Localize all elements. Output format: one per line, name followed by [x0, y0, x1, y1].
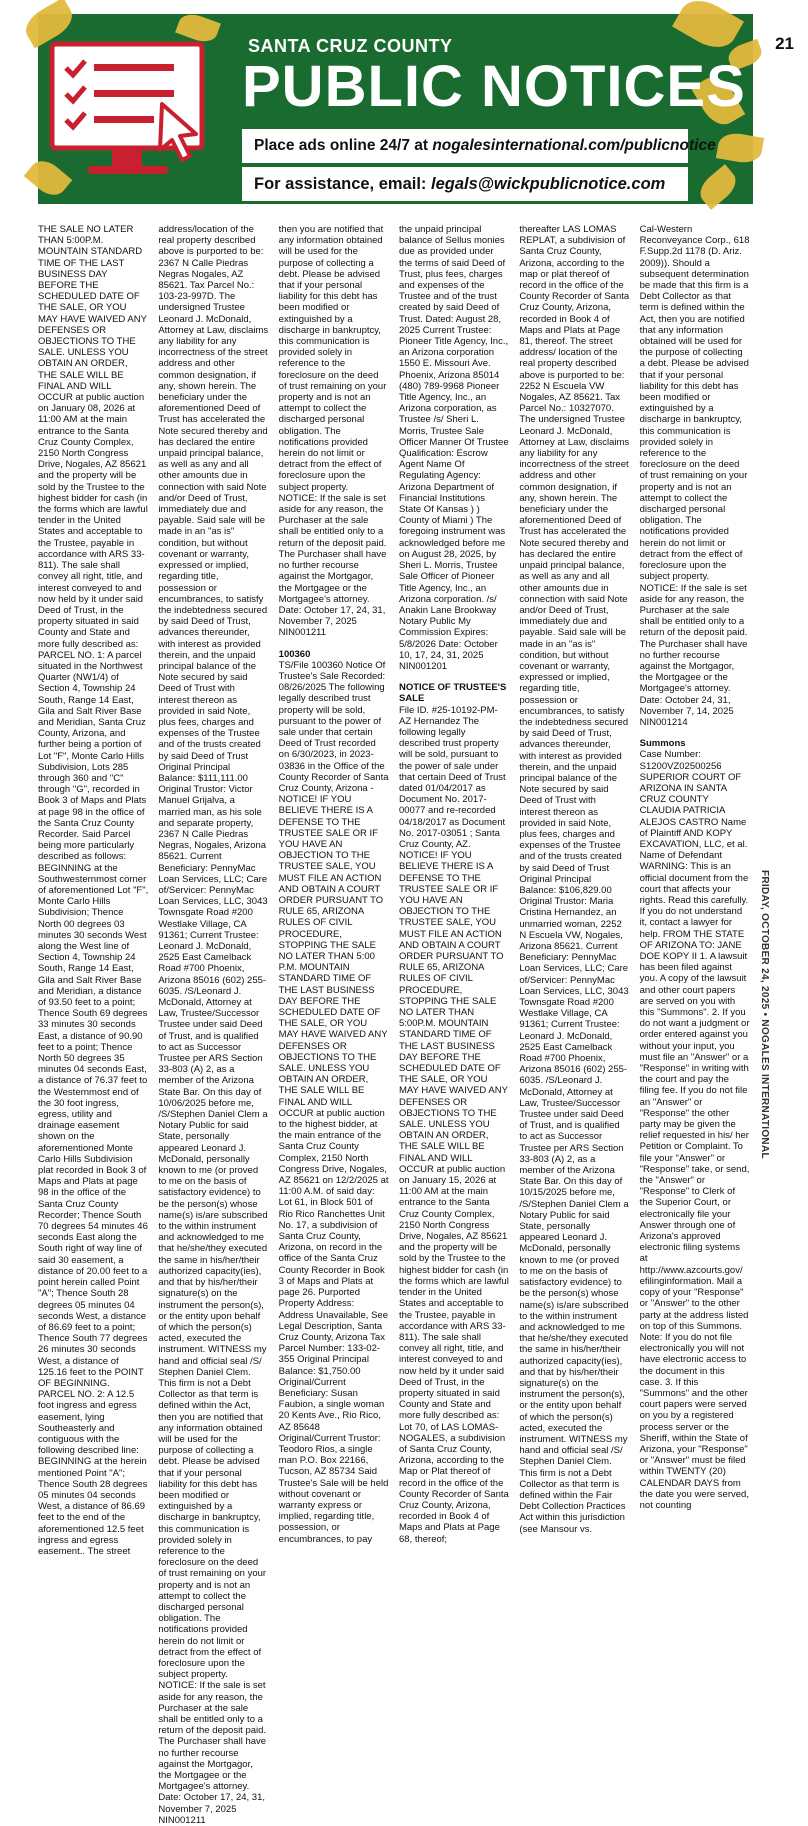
assist-bar	[242, 167, 688, 201]
notice-text: Case Number: S1200VZ02500256 SUPERIOR COURT OF ARIZONA IN SANTA CRUZ COUNTY CLAUDIA PATRICIA ALEJOS CASTRO Name of Plaintiff AND KOPY EXCAVATION, LLC, et al. Name of Defendant WARNING: This is an official document from the court that affects your rights. Read this carefully. If you do not understand it, contact a lawyer for help. FROM THE STATE OF ARIZONA TO: JANE DOE KOPY II 1. A lawsuit has been filed against you. A copy of the lawsuit and other court papers are served on you with this "Summons". 2. If you do not want a judgment or order entered against you without your input, you must file an "Answer" or a "Response" in writing with the court and pay the filing fee. If you do not file an "Answer" or "Response" the other party may be given the relief requested in his/ her Petition or Complaint. To file your "Answer" or "Response" take, or send, the "Answer" or "Response" to Clerk of the Superior Court, or electronically file your Answer through one of Arizona's approved electronic filing systems at http://www.azcourts.gov/ efilinginformation. Mail a copy of your "Response" or "Answer" to the other party at the address listed on top of this Summons. Note: If you do not file electronically you will not have electronic access to the document in this case. 3. If this "Summons" and the other court papers were served on you by a registered process server or the Sheriff, within the State of Arizona, your "Response" or "Answer" must be filed within TWENTY (20) CALENDAR DAYS from the date you were served, not counting	[639, 749, 750, 1511]
notice-column-6	[639, 224, 750, 1511]
notice-column-4	[398, 224, 509, 1545]
notice-text: address/location of the real property described above is purported to be: 2367 N Calle Piedras Negras Nogales, AZ 85621. Tax Parcel No.: 103-23-997D. The undersigned Trustee Leonard J. McDonald, Attorney at Law, disclaims any liability for any incorrectness of the street address and other common designation, if any, shown herein. The beneficiary under the aforementioned Deed of Trust has accelerated the Note secured thereby and has declared the entire unpaid principal balance, as well as any and all other amounts due in connection with said Note and/or Deed of Trust, immediately due and payable. Said sale will be made in an "as is" condition, but without covenant or warranty, expressed or implied, regarding title, possession or encumbrances, to satisfy the indebtedness secured by said Deed of Trust, advances thereunder, with interest as provided therein, and the unpaid principal balance of the Note secured by said Deed of Trust with interest thereon as provided in said Note, plus fees, charges and expenses of the Trustee and of the trusts created by said Deed of Trust Original Principal Balance: $111,111.00 Original Trustor: Victor Manuel Grijalva, a married man, as his sole and separate property, 2367 N Calle Piedras Negras, Nogales, Arizona 85621. Current Beneficiary: PennyMac Loan Services, LLC; Care of/Servicer: PennyMac Loan Services, LLC, 3043 Townsgate Road #200 Westlake Village, CA 91361; Current Trustee: Leonard J. McDonald, 2525 East Camelback Road #700 Phoenix, Arizona 85016 (602) 255-6035. /S/Leonard J. McDonald, Attorney at Law, Trustee/Successor Trustee under said Deed of Trust, and is qualified to act as Successor Trustee per ARS Section 33-803 (A) 2, as a member of the Arizona State Bar. On this day of 10/06/2025 before me, /S/Stephen Daniel Clem a Notary Public for said State, personally appeared Leonard J. McDonald, personally known to me (or proved to me on the basis of satisfactory evidence) to be the person(s) whose name(s) is/are subscribed to the within instrument and acknowledged to me that he/she/they executed the same in his/her/their authorized capacity(ies), and that by his/her/their signature(s) on the instrument the person(s), or the entity upon behalf of which the person(s) acted, executed the instrument. WITNESS my hand and official seal /S/ Stephen Daniel Clem. This firm is not a Debt Collector as that term is defined within the Act, then you are notified that any information obtained will be used for the purpose of collecting a debt. Please be advised that if your personal liability for this debt has been modified or extinguished by a discharge in bankruptcy, this communication is provided solely in reference to the foreclosure on the deed of trust remaining on your property and is not an attempt to collect the discharged personal obligation. The notifications provided herein do not limit or detract from the effect of foreclosure upon the subject property. NOTICE: If the sale is set aside for any reason, the Purchaser at the sale shall be entitled only to a return of the deposit paid. The Purchaser shall have no further recourse against the Mortgagor, the Mortgagee or the Mortgagee's attorney. Date: October 17, 24, 31, November 7, 2025 NIN001211	[158, 224, 269, 1826]
assist-prefix: For assistance, email:	[254, 175, 431, 193]
notice-column-3	[278, 224, 389, 1545]
ads-url-link[interactable]: nogalesinternational.com/publicnotice	[432, 137, 716, 154]
notice-text: File ID. #25-10192-PM-AZ Hernandez The following legally described trust property will be sold, pursuant to the power of sale under that certain Deed of Trust dated 01/04/2017 as Document No. 2017-00077 and re-recorded 04/18/2017 as Document No. 2017-03051 ; Santa Cruz County, AZ. NOTICE! IF YOU BELIEVE THERE IS A DEFENSE TO THE TRUSTEE SALE OR IF YOU HAVE AN OBJECTION TO THE TRUSTEE SALE, YOU MUST FILE AN ACTION AND OBTAIN A COURT ORDER PURSUANT TO RULE 65, ARIZONA RULES OF CIVIL PROCEDURE, STOPPING THE SALE NO LATER THAN 5:00P.M. MOUNTAIN STANDARD TIME OF THE LAST BUSINESS DAY BEFORE THE SCHEDULED DATE OF THE SALE, OR YOU MAY HAVE WAIVED ANY DEFENSES OR OBJECTIONS TO THE SALE. UNLESS YOU OBTAIN AN ORDER, THE SALE WILL BE FINAL AND WILL OCCUR at public auction on January 15, 2026 at 11:00 AM at the main entrance to the Santa Cruz County Complex, 2150 North Congress Drive, Nogales, AZ 85621 and the property will be sold by the Trustee to the highest bidder for cash (in the forms which are lawful tender in the United States and acceptable to the Trustee, payable in accordance with ARS 33-811). The sale shall convey all right, title, and interest conveyed to and now held by it under said Deed of Trust, in the property situated in said County and State and more fully described as: Lot 70, of LAS LOMAS-NOGALES, a subdivision of Santa Cruz County, Arizona, according to the Map or Plat thereof of record in the office of the County Recorder of Santa Cruz County, Arizona, recorded in Book 4 of Maps and Plats at Page 68, thereof;	[398, 704, 509, 1545]
notice-text: then you are notified that any information obtained will be used for the purpose of collecting a debt. Please be advised that if your personal liability for this debt has been modified or extinguished by a discharge in bankruptcy, this communication is provided solely in reference to the foreclosure on the deed of trust remaining on your property and is not an attempt to collect the discharged personal obligation. The notifications provided herein do not limit or detract from the effect of foreclosure upon the subject property. NOTICE: If the sale is set aside for any reason, the Purchaser at the sale shall be entitled only to a return of the deposit paid. The Purchaser shall have no further recourse against the Mortgagor, the Mortgagee or the Mortgagee's attorney. Date: October 17, 24, 31, November 7, 2025 NIN001211	[278, 224, 387, 639]
monitor-checklist-icon	[44, 38, 214, 198]
notice-text: the unpaid principal balance of Sellus monies due as provided under the terms of said Deed of Trust, plus fees, charges and expenses of the Trustee and of the trust created by said Deed of Trust. Dated: August 28, 2025 Current Trustee: Pioneer Title Agency, Inc., an Arizona corporation 1550 E. Missouri Ave. Phoenix, Arizona 85014 (480) 789-9968 Pioneer Title Agency, Inc., an Arizona corporation, as Trustee /s/ Sheri L. Morris, Trustee Sale Officer Manner Of Trustee Qualification: Escrow Agent Name Of Regulating Agency: Arizona Department of Financial Institutions State Of Kansas ) ) County of Miami ) The foregoing instrument was acknowledged before me on August 28, 2025, by Sheri L. Morris, Trustee Sale Officer of Pioneer Title Agency, Inc., an Arizona corporation. /s/ Anakin Lane Brookway Notary Public My Commission Expires: 5/8/2026 Date: October 10, 17, 24, 31, 2025 NIN001201	[398, 224, 509, 672]
notice-column-1	[38, 224, 149, 1557]
notice-text: TS/File 100360 Notice Of Trustee's Sale Recorded: 08/26/2025 The following legally described trust property will be sold, pursuant to the power of sale under that certain Deed of Trust recorded on 6/30/2023, in 2023-03836 in the Office of the County Recorder of Santa Cruz County, Arizona - NOTICE! IF YOU BELIEVE THERE IS A DEFENSE TO THE TRUSTEE SALE OR IF YOU HAVE AN OBJECTION TO THE TRUSTEE SALE, YOU MUST FILE AN ACTION AND OBTAIN A COURT ORDER PURSUANT TO RULE 65, ARIZONA RULES OF CIVIL PROCEDURE, STOPPING THE SALE NO LATER THAN 5:00 P.M. MOUNTAIN STANDARD TIME OF THE LAST BUSINESS DAY BEFORE THE SCHEDULED DATE OF THE SALE, OR YOU MAY HAVE WAIVED ANY DEFENSES OR OBJECTIONS TO THE SALE. UNLESS YOU OBTAIN AN ORDER, THE SALE WILL BE FINAL AND WILL OCCUR at public auction to the highest bidder, at the main entrance of the Santa Cruz County Complex, 2150 North Congress Drive, Nogales, AZ 85621 on 12/2/2025 at 11:00 A.M. of said day: Lot 61, in Block 501 of Rio Rico Ranchettes Unit No. 17, a subdivision of Santa Cruz County, Arizona, on record in the office of the Santa Cruz County Recorder in Book 3 of Maps and Plats at page 26. Purported Property Address: Address Unavailable, See Legal Description, Santa Cruz County, Arizona Tax Parcel Number: 133-02-355 Original Principal Balance: $1,750.00 Original/Current Beneficiary: Susan Faubion, a single woman 20 Kents Ave., Rio Rico, AZ 85648 Original/Current Trustor: Teodoro Rios, a single man P.O. Box 22166, Tucson, AZ 85734 Said Trustee's Sale will be held without covenant or warranty express or implied, regarding title, possession, or encumbrances, to pay	[278, 659, 389, 1545]
notice-column-2	[158, 224, 269, 1826]
ads-bar	[242, 129, 716, 163]
assist-email-link[interactable]: legals@wickpublicnotice.com	[431, 175, 666, 193]
notice-text: Cal-Western Reconveyance Corp., 618 F.Supp.2d 1178 (D. Ariz. 2009)). Should a subsequent determination be made that this firm is a Debt Collector as that term is defined within the Act, then you are notified that any information obtained will be used for the purpose of collecting a debt. Please be advised that if your personal liability for this debt has been modified or extinguished by a discharge in bankruptcy, this communication is provided solely in reference to the foreclosure on the deed of trust remaining on your property and is not an attempt to collect the discharged personal obligation. The notifications provided herein do not limit or detract from the effect of foreclosure upon the subject property. NOTICE: If the sale is set aside for any reason, the Purchaser at the sale shall be entitled only to a return of the deposit paid. The Purchaser shall have no further recourse against the Mortgagor, the Mortgagee or the Mortgagee's attorney. Date: October 24, 31, November 7, 14, 2025 NIN001214	[639, 224, 750, 728]
notice-text: THE SALE NO LATER THAN 5:00P.M. MOUNTAIN STANDARD TIME OF THE LAST BUSINESS DAY BEFORE THE SCHEDULED DATE OF THE SALE, OR YOU MAY HAVE WAIVED ANY DEFENSES OR OBJECTIONS TO THE SALE. UNLESS YOU OBTAIN AN ORDER, THE SALE WILL BE FINAL AND WILL OCCUR at public auction on January 08, 2026 at 11:00 AM at the main entrance to the Santa Cruz County Complex, 2150 North Congress Drive, Nogales, AZ 85621 and the property will be sold by the Trustee to the highest bidder for cash (in the forms which are lawful tender in the United States and acceptable to the Trustee, payable in accordance with ARS 33-811). The sale shall convey all right, title, and interest conveyed to and now held by it under said Deed of Trust, in the property situated in said County and State and more fully described as: PARCEL NO. 1: A parcel situated in the Northwest Quarter (NW1/4) of Section 4, Township 24 South, Range 14 East, Gila and Salt River Base and Meridian, Santa Cruz County, Arizona, and further being a portion of Lot "F", Monte Carlo Hills Subdivision, Lots 285 through 360 and "C" through "G", recorded in Book 3 of Maps and Plats at page 98 in the office of the Santa Cruz County Recorder. Said Parcel being more particularly described as follows: BEGINNING at the Southwesternmost corner of aforementioned Lot "F", Monte Carlo Hills Subdivision; Thence North 00 degrees 03 minutes 30 seconds West along the West line of Section 4, Township 24 South, Range 14 East, Gila and Salt River Base and Meridian, a distance of 93.50 feet to a point; Thence South 69 degrees 33 minutes 30 seconds East, a distance of 90.90 feet to a point; Thence North 50 degrees 35 minutes 04 seconds East, a distance of 76.37 feet to the Westernmost end of the 30 foot ingress, egress, utility and drainage easement shown on the aforementioned Monte Carlo Hills Subdivision plat recorded in Book 3 of Maps and Plats at page 98 in the office of the Santa Cruz County Recorder; Thence South 70 degrees 54 minutes 46 seconds East along the South right of way line of said 30 easement, a distance of 20.00 feet to a point herein called Point "A"; Thence South 28 degrees 05 minutes 04 seconds West, a distance of 86.69 feet to a point; Thence South 77 degrees 26 minutes 30 seconds West, a distance of 125.16 feet to the POINT OF BEGINNING. PARCEL NO. 2: A 12.5 foot ingress and egress easement, lying Southeasterly and contiguous with the following described line: BEGINNING at the herein mentioned Point "A"; Thence South 28 degrees 05 minutes 04 seconds West, a distance of 86.69 feet to the end of the aforementioned 12.5 feet ingress and egress easement.. The street	[38, 224, 149, 1557]
notice-text: thereafter LAS LOMAS REPLAT, a subdivision of Santa Cruz County, Arizona, according to the map or plat thereof of record in the office of the County Recorder of Santa Cruz County, Arizona, recorded in Book 4 of Maps and Plats at Page 81, thereof. The street address/ location of the real property described above is purported to be: 2252 N Escuela VW Nogales, AZ 85621. Tax Parcel No.: 10327070. The undersigned Trustee Leonard J. McDonald, Attorney at Law, disclaims any liability for any incorrectness of the street address and other common designation, if any, shown herein. The beneficiary under the aforementioned Deed of Trust has accelerated the Note secured thereby and has declared the entire unpaid principal balance, as well as any and all other amounts due in connection with said Note and/or Deed of Trust, immediately due and payable. Said sale will be made in an "as is" condition, but without covenant or warranty, expressed or implied, regarding title, possession or encumbrances, to satisfy the indebtedness secured by said Deed of Trust, advances thereunder, with interest as provided therein, and the unpaid principal balance of the Note secured by said Deed of Trust with interest thereon as provided in said Note, plus fees, charges and expenses of the Trustee and of the trusts created by said Deed of Trust Original Principal Balance: $106,829.00 Original Trustor: Maria Cristina Hernandez, an unmarried woman, 2252 N Escuela VW, Nogales, Arizona 85621. Current Beneficiary: PennyMac Loan Services, LLC; Care of/Servicer: PennyMac Loan Services, LLC, 3043 Townsgate Road #200 Westlake Village, CA 91361; Current Trustee: Leonard J. McDonald, 2525 East Camelback Road #700 Phoenix, Arizona 85016 (602) 255-6035. /S/Leonard J. McDonald, Attorney at Law, Trustee/Successor Trustee under said Deed of Trust, and is qualified to act as Successor Trustee per ARS Section 33-803 (A) 2, as a member of the Arizona State Bar. On this day of 10/15/2025 before me, /S/Stephen Daniel Clem a Notary Public for said State, personally appeared Leonard J. McDonald, personally known to me (or proved to me on the basis of satisfactory evidence) to be the person(s) whose name(s) is/are subscribed to the within instrument and acknowledged to me that he/she/they executed the same in his/her/their authorized capacity(ies), and that by his/her/their signature(s) on the instrument the person(s), or the entity upon behalf of which the person(s) acted, executed the instrument. WITNESS my hand and official seal /S/ Stephen Daniel Clem. This firm is not a Debt Collector as that term is defined within the Fair Debt Collection Practices Act within this jurisdiction (see Mansour vs.	[519, 224, 630, 1535]
issue-date-sidebar: FRIDAY, OCTOBER 24, 2025 • NOGALES INTERNATIONAL	[759, 870, 770, 1159]
page-number: 21	[775, 34, 794, 53]
ads-prefix: Place ads online 24/7 at	[254, 137, 433, 154]
notice-columns	[38, 224, 750, 1826]
county-name: SANTA CRUZ COUNTY	[248, 36, 453, 56]
notice-column-5	[519, 224, 630, 1535]
notice-heading: NOTICE OF TRUSTEE'S SALE	[398, 682, 507, 705]
notice-heading: 100360	[278, 648, 311, 660]
banner-title: PUBLIC NOTICES	[242, 54, 746, 119]
notice-heading: Summons	[639, 738, 686, 750]
public-notices-banner	[38, 14, 753, 204]
